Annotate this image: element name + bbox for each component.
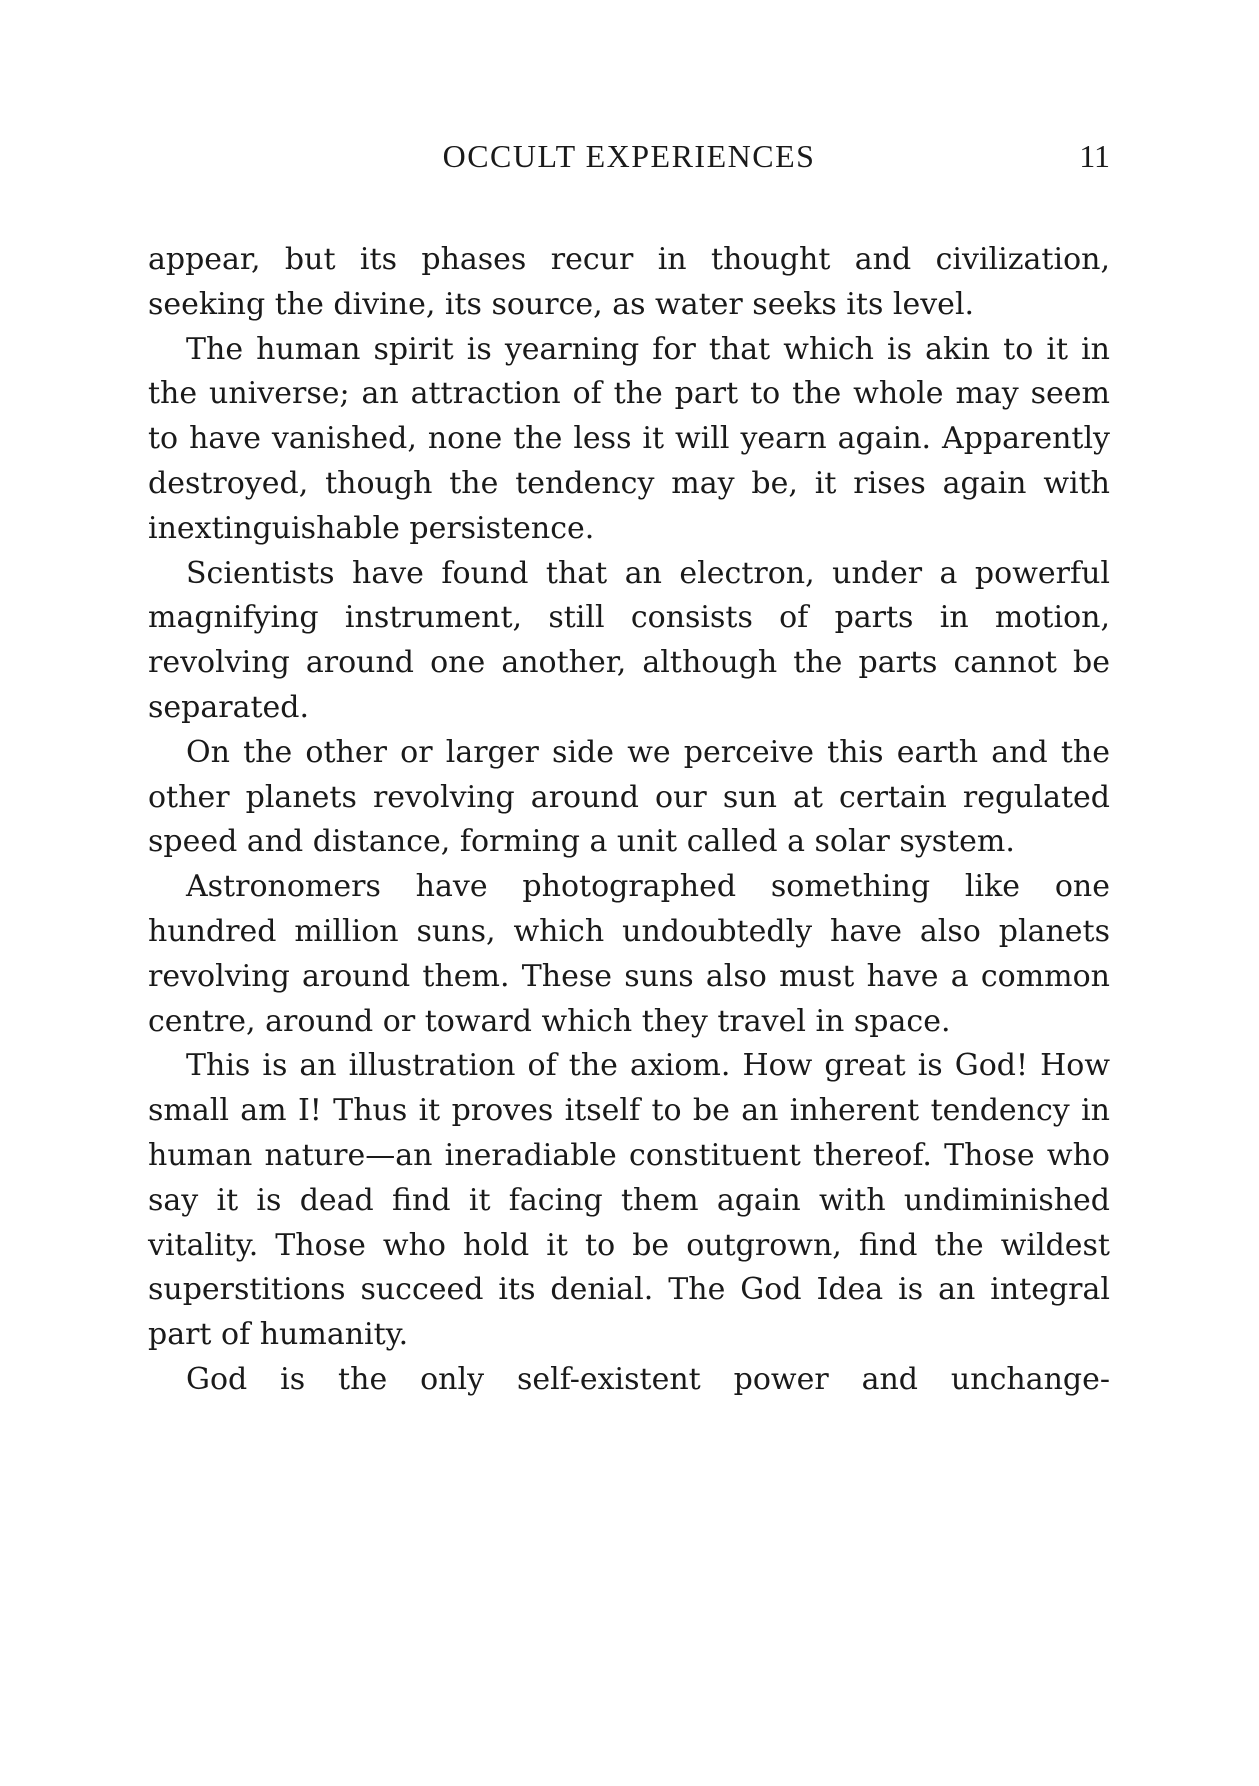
paragraph: Scientists have found that an electron, under a powerful magnifying instrument, still consists of parts in motion, revolving around one another, although the parts cannot be separated.: [148, 555, 1110, 725]
paragraph: God is the only self-existent power and unchange-: [186, 1361, 1110, 1397]
running-title: OCCULT EXPERIENCES: [442, 138, 816, 174]
page-number: 11: [1079, 138, 1110, 174]
paragraph: This is an illustration of the axiom. How great is God! How small am I! Thus it proves itself to be an inherent tendency in human nature—an ineradiable constituent thereof. Those who say it is dead find it facing them again with undiminished vitality. Those who hold it to be outgrown, find the wildest superstitions succeed its denial. The God Idea is an integral part of humanity.: [148, 1048, 1110, 1353]
body-text: [148, 238, 1110, 1403]
paragraph: The human spirit is yearning for that which is akin to it in the universe; an attraction of the part to the whole may seem to have vanished, none the less it will yearn again. Apparently destroyed, though the tendency may be, it rises again with inextinguishable persistence.: [148, 331, 1110, 546]
paragraph: On the other or larger side we perceive this earth and the other planets revolving around our sun at certain regulated speed and distance, forming a unit called a solar system.: [148, 734, 1110, 860]
paragraph: appear, but its phases recur in thought and civilization, seeking the divine, its source, as water seeks its level.: [148, 242, 1110, 322]
running-head: [148, 138, 1110, 182]
paragraph: Astronomers have photographed something like one hundred million suns, which undoubtedly have also planets revolving around them. These suns also must have a common centre, around or toward which they travel in space.: [148, 869, 1110, 1039]
